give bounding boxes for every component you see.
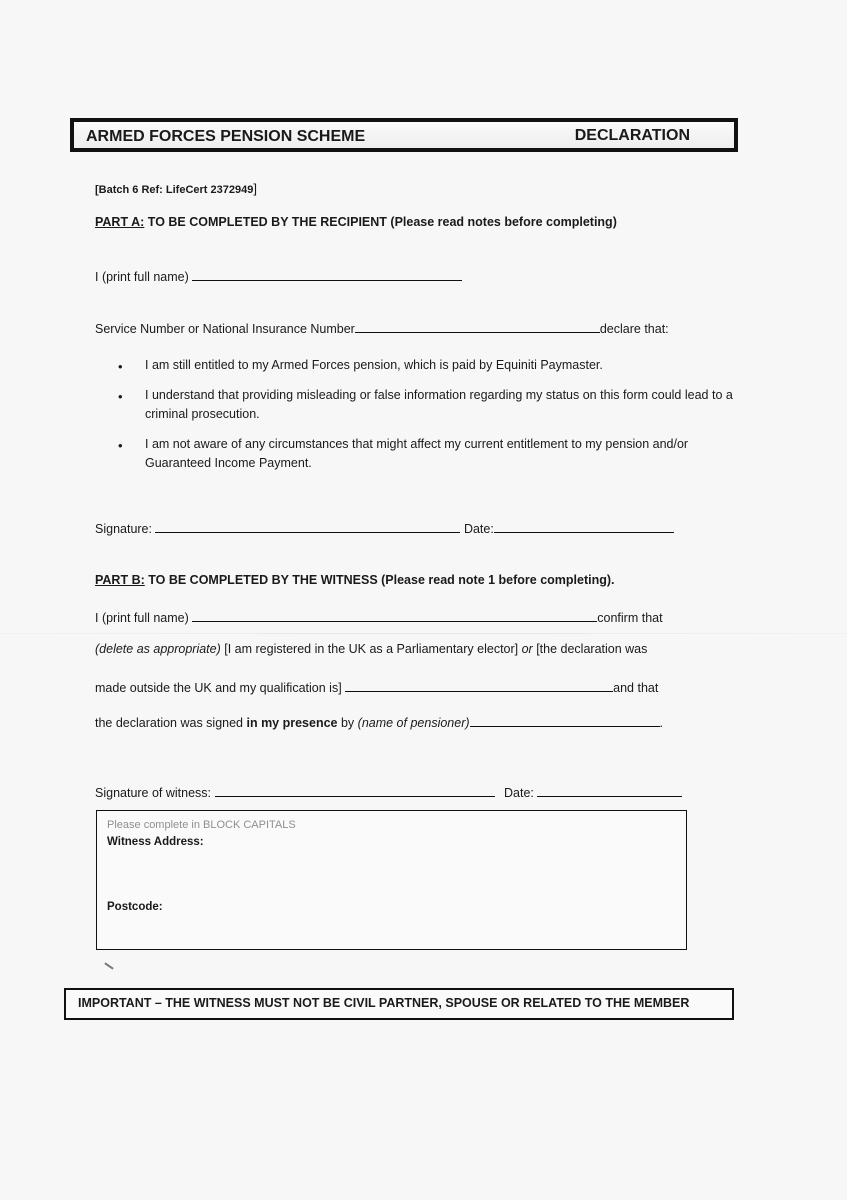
- paper-fold: [0, 633, 847, 634]
- part-a-name-row: [95, 268, 462, 284]
- part-a-label: PART A:: [95, 215, 145, 229]
- part-a-heading: [95, 215, 617, 229]
- or-text: or: [521, 642, 533, 656]
- part-a-name-label: I (print full name): [95, 270, 189, 284]
- declaration-title: DECLARATION: [574, 127, 690, 144]
- in-my-presence-text: in my presence: [246, 716, 338, 730]
- witness-signature-field[interactable]: [215, 784, 495, 797]
- part-a-signature-row: [95, 520, 674, 536]
- witness-date-field[interactable]: [537, 784, 682, 797]
- part-b-label: PART B:: [95, 573, 145, 587]
- elector-option: [I am registered in the UK as a Parliamentary elector]: [220, 642, 522, 656]
- batch-reference-text: [Batch 6 Ref: LifeCert 2372949: [95, 184, 254, 196]
- declaration-statements: [118, 356, 738, 484]
- declaration-signed-text: the declaration was signed: [95, 716, 247, 730]
- by-text: by: [337, 716, 358, 730]
- statement-item: • I am not aware of any circumstances that might affect my current entitlement to my pension and/or Guaranteed Income Payment.: [118, 435, 738, 473]
- service-number-label: Service Number or National Insurance Number: [95, 322, 355, 336]
- scheme-title: ARMED FORCES PENSION SCHEME: [86, 128, 366, 145]
- part-a-heading-text: TO BE COMPLETED BY THE RECIPIENT (Please read notes before completing): [144, 215, 617, 229]
- witness-signature-row: [95, 784, 682, 800]
- declare-label: declare that:: [599, 322, 669, 336]
- witness-signature-label: Signature of witness:: [95, 786, 212, 800]
- part-b-heading: [95, 573, 615, 587]
- witness-date-label: Date:: [504, 786, 534, 800]
- block-capitals-hint: Please complete in BLOCK CAPITALS: [107, 819, 296, 831]
- witness-status-row-2: [95, 679, 658, 695]
- witness-address-box[interactable]: [96, 810, 687, 950]
- statement-item: • I am still entitled to my Armed Forces pension, which is paid by Equiniti Paymaster.: [118, 356, 738, 375]
- confirm-label: confirm that: [597, 611, 663, 625]
- part-a-name-field[interactable]: [192, 268, 462, 281]
- part-b-heading-text: TO BE COMPLETED BY THE WITNESS (Please read note 1 before completing).: [144, 573, 615, 587]
- batch-reference-bracket: ]: [253, 181, 257, 196]
- pen-mark: [104, 962, 113, 969]
- witness-status-row-1: [95, 642, 647, 656]
- pensioner-name-field[interactable]: [470, 714, 660, 727]
- pensioner-name-label: (name of pensioner): [357, 716, 470, 730]
- qualification-field[interactable]: [345, 679, 613, 692]
- witness-name-field[interactable]: [192, 609, 597, 622]
- statement-item: • I understand that providing misleading or false information regarding my status on this form could lead to a criminal prosecution.: [118, 386, 738, 424]
- and-that-text: and that: [613, 681, 659, 695]
- important-notice-text: IMPORTANT – THE WITNESS MUST NOT BE CIVIL PARTNER, SPOUSE OR RELATED TO THE MEMBER: [78, 996, 690, 1010]
- outside-uk-option-start: [the declaration was: [532, 642, 648, 656]
- form-header: [70, 118, 738, 152]
- witness-presence-row: [95, 714, 663, 730]
- witness-name-label: I (print full name): [95, 611, 189, 625]
- period-text: .: [659, 716, 664, 730]
- part-a-service-row: [95, 320, 669, 336]
- delete-as-appropriate-note: (delete as appropriate): [95, 642, 221, 656]
- qualification-label: made outside the UK and my qualification is]: [95, 681, 342, 695]
- postcode-label: Postcode:: [107, 901, 163, 913]
- batch-reference: [95, 181, 257, 196]
- date-field[interactable]: [494, 520, 674, 533]
- signature-label: Signature:: [95, 522, 152, 536]
- part-b-name-row: [95, 609, 663, 625]
- date-label: Date:: [463, 522, 494, 536]
- service-number-field[interactable]: [355, 320, 600, 333]
- important-notice: [64, 988, 734, 1020]
- witness-address-label: Witness Address:: [107, 836, 204, 848]
- signature-field[interactable]: [155, 520, 460, 533]
